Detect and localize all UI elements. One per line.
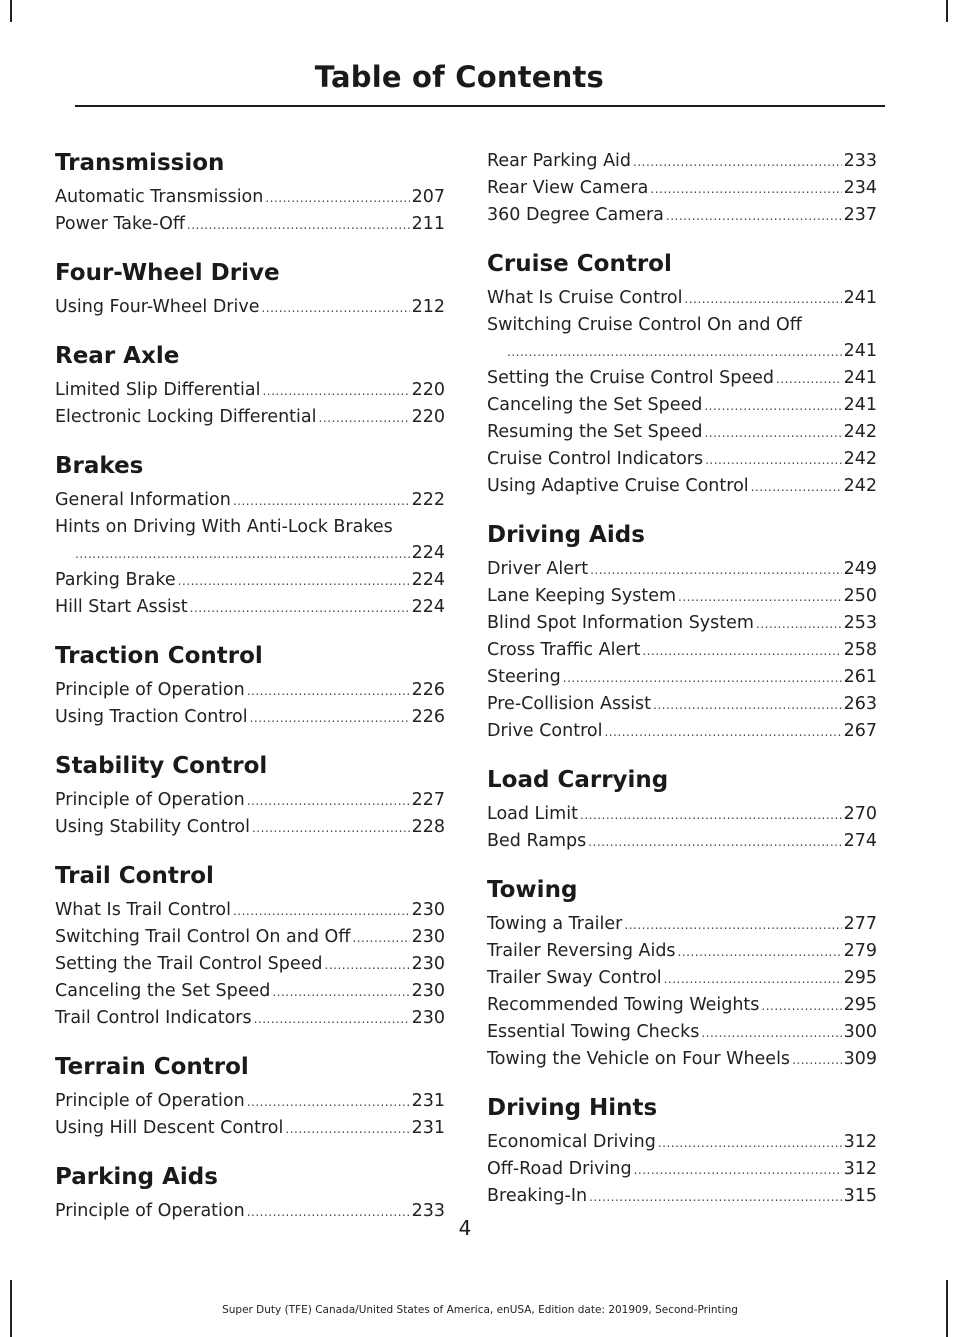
toc-entry[interactable] [55, 487, 445, 514]
toc-entry-label: Resuming the Set Speed [487, 422, 703, 442]
toc-entry-label: 360 Degree Camera [487, 205, 664, 225]
toc-section [55, 1052, 445, 1142]
toc-entry-label: Hill Start Assist [55, 597, 188, 617]
page-number: 4 [458, 1216, 472, 1240]
toc-entry-page: 295 [843, 995, 877, 1015]
toc-entry-label: Towing the Vehicle on Four Wheels [487, 1049, 791, 1069]
toc-entry-label: Electronic Locking Differential [55, 407, 317, 427]
toc-entry-label: Switching Cruise Control On and Off [487, 315, 802, 335]
toc-entry[interactable] [487, 583, 877, 610]
toc-entry-label: Cross Traffic Alert [487, 640, 641, 660]
section-heading: Terrain Control [55, 1054, 249, 1080]
toc-section [487, 249, 877, 500]
dot-leader [756, 610, 842, 637]
toc-entry-label: Trail Control Indicators [55, 1008, 252, 1028]
toc-entry-page: 224 [411, 570, 445, 590]
toc-entry-page: 230 [411, 954, 445, 974]
section-heading: Driving Hints [487, 1095, 658, 1121]
footer-edition-info: Super Duty (TFE) Canada/United States of America, enUSA, Edition date: 201909, Second-Printing [222, 1304, 738, 1316]
toc-entry-label: Principle of Operation [55, 680, 245, 700]
toc-entry-label: Canceling the Set Speed [55, 981, 271, 1001]
dot-leader [678, 938, 842, 965]
toc-entry[interactable] [55, 294, 445, 321]
toc-entry-label: Using Hill Descent Control [55, 1118, 284, 1138]
toc-section [55, 341, 445, 431]
toc-entry[interactable] [487, 691, 877, 718]
toc-entry-label: Economical Driving [487, 1132, 656, 1152]
section-heading: Brakes [55, 453, 144, 479]
dot-leader [252, 814, 410, 841]
toc-entry-page: 315 [843, 1186, 877, 1206]
section-heading: Transmission [55, 150, 225, 176]
toc-entry[interactable] [487, 419, 877, 446]
dot-leader [233, 487, 410, 514]
toc-entry-label: Limited Slip Differential [55, 380, 261, 400]
toc-entry-label: Bed Ramps [487, 831, 587, 851]
dot-leader [776, 365, 842, 392]
toc-entry-page: 241 [843, 368, 877, 388]
toc-entry[interactable] [55, 978, 445, 1005]
toc-entry[interactable] [55, 514, 445, 567]
dot-leader [75, 540, 410, 567]
section-heading: Load Carrying [487, 767, 669, 793]
dot-leader [272, 978, 409, 1005]
dot-leader [580, 801, 842, 828]
toc-entry-page: 241 [843, 395, 877, 415]
toc-entry-label: Setting the Trail Control Speed [55, 954, 323, 974]
section-heading: Traction Control [55, 643, 263, 669]
dot-leader [589, 1183, 842, 1210]
toc-entry-label: Principle of Operation [55, 1201, 245, 1221]
toc-entry-label: Blind Spot Information System [487, 613, 754, 633]
toc-entry[interactable] [487, 312, 877, 365]
toc-entry[interactable] [487, 365, 877, 392]
toc-entry[interactable] [55, 677, 445, 704]
dot-leader [190, 594, 410, 621]
toc-section [487, 148, 877, 229]
dot-leader [666, 202, 842, 229]
section-heading: Towing [487, 877, 578, 903]
toc-entry-page: 212 [411, 297, 445, 317]
dot-leader [590, 556, 842, 583]
page-title: Table of Contents [314, 60, 604, 94]
toc-entry[interactable] [487, 202, 877, 229]
toc-entry-page: 270 [843, 804, 877, 824]
toc-entry[interactable] [487, 285, 877, 312]
toc-entry[interactable] [487, 556, 877, 583]
dot-leader [507, 338, 842, 365]
toc-entry-page: 300 [843, 1022, 877, 1042]
dot-leader [187, 211, 410, 238]
toc-entry[interactable] [487, 938, 877, 965]
toc-section [487, 520, 877, 745]
toc-entry-label: Hints on Driving With Anti-Lock Brakes [55, 517, 393, 537]
dot-leader [250, 704, 410, 731]
toc-entry-page: 242 [843, 449, 877, 469]
toc-entry-label: Essential Towing Checks [487, 1022, 700, 1042]
toc-entry-page: 279 [843, 941, 877, 961]
toc-entry-page: 231 [411, 1091, 445, 1111]
toc-entry-label: Using Stability Control [55, 817, 250, 837]
section-heading: Four-Wheel Drive [55, 260, 280, 286]
toc-entry-page: 274 [843, 831, 877, 851]
toc-entry-label: Setting the Cruise Control Speed [487, 368, 774, 388]
toc-entry-page: 261 [843, 667, 877, 687]
toc-entry-label: Off-Road Driving [487, 1159, 632, 1179]
toc-entry[interactable] [487, 637, 877, 664]
dot-leader [684, 285, 841, 312]
toc-entry-label: Principle of Operation [55, 1091, 245, 1111]
dot-leader [664, 965, 842, 992]
dot-leader [642, 637, 841, 664]
toc-entry[interactable] [487, 392, 877, 419]
dot-leader [633, 148, 842, 175]
dot-leader [254, 1005, 410, 1032]
toc-entry-page: 258 [843, 640, 877, 660]
toc-entry-page: 312 [843, 1159, 877, 1179]
toc-section [55, 641, 445, 731]
dot-leader [624, 911, 841, 938]
toc-entry-page: 220 [411, 380, 445, 400]
dot-leader [792, 1046, 842, 1073]
toc-entry-label: Pre-Collision Assist [487, 694, 652, 714]
toc-entry[interactable] [487, 718, 877, 745]
toc-entry-page: 224 [411, 597, 445, 617]
toc-entry-label: Automatic Transmission [55, 187, 264, 207]
toc-entry[interactable] [487, 664, 877, 691]
dot-leader [751, 473, 842, 500]
dot-leader [563, 664, 842, 691]
toc-entry-page: 233 [843, 151, 877, 171]
toc-entry-page: 263 [843, 694, 877, 714]
crop-mark-top-right [946, 0, 948, 22]
toc-entry-label: Cruise Control Indicators [487, 449, 704, 469]
toc-entry[interactable] [55, 704, 445, 731]
toc-entry-page: 222 [411, 490, 445, 510]
toc-entry[interactable] [487, 992, 877, 1019]
toc-entry[interactable] [55, 1115, 445, 1142]
toc-entry[interactable] [55, 211, 445, 238]
toc-entry[interactable] [487, 1183, 877, 1210]
toc-entry-label: Using Four-Wheel Drive [55, 297, 260, 317]
section-heading: Stability Control [55, 753, 268, 779]
dot-leader [233, 897, 410, 924]
dot-leader [704, 392, 841, 419]
toc-entry-label: Trailer Reversing Aids [487, 941, 676, 961]
toc-entry-label: Principle of Operation [55, 790, 245, 810]
toc-entry[interactable] [487, 446, 877, 473]
toc-entry[interactable] [487, 828, 877, 855]
toc-entry-page: 242 [843, 422, 877, 442]
toc-entry-label: Steering [487, 667, 561, 687]
crop-mark-top-left [10, 0, 12, 22]
dot-leader [285, 1115, 409, 1142]
section-heading: Parking Aids [55, 1164, 218, 1190]
toc-entry-page: 234 [843, 178, 877, 198]
toc-entry[interactable] [487, 911, 877, 938]
toc-entry-label: Drive Control [487, 721, 603, 741]
toc-entry-page: 230 [411, 1008, 445, 1028]
toc-entry-label: Using Adaptive Cruise Control [487, 476, 749, 496]
toc-entry[interactable] [487, 1156, 877, 1183]
toc-entry-label: Rear Parking Aid [487, 151, 632, 171]
toc-entry-label: General Information [55, 490, 231, 510]
toc-section [55, 148, 445, 238]
toc-entry[interactable] [55, 814, 445, 841]
dot-leader [262, 377, 409, 404]
header-divider [75, 105, 885, 107]
toc-right-column [487, 148, 877, 1230]
toc-entry-label: Breaking-In [487, 1186, 588, 1206]
dot-leader [319, 404, 410, 431]
toc-entry-page: 233 [411, 1201, 445, 1221]
dot-leader [761, 992, 841, 1019]
toc-entry-page: 242 [843, 476, 877, 496]
toc-entry-page: 207 [411, 187, 445, 207]
toc-entry-label: What Is Cruise Control [487, 288, 683, 308]
toc-section [487, 765, 877, 855]
toc-entry-page: 226 [411, 680, 445, 700]
section-heading: Driving Aids [487, 522, 645, 548]
toc-entry-page: 228 [411, 817, 445, 837]
toc-entry[interactable] [55, 951, 445, 978]
toc-entry[interactable] [487, 1129, 877, 1156]
toc-entry-page: 241 [843, 288, 877, 308]
toc-entry[interactable] [55, 1005, 445, 1032]
toc-entry-page: 250 [843, 586, 877, 606]
toc-entry-page: 220 [411, 407, 445, 427]
toc-entry-label: Load Limit [487, 804, 578, 824]
dot-leader [658, 1129, 842, 1156]
toc-entry[interactable] [55, 897, 445, 924]
toc-entry[interactable] [487, 610, 877, 637]
toc-entry[interactable] [487, 1046, 877, 1073]
toc-entry-label: Recommended Towing Weights [487, 995, 760, 1015]
toc-entry[interactable] [55, 594, 445, 621]
toc-entry-label: Power Take-Off [55, 214, 185, 234]
dot-leader [650, 175, 841, 202]
toc-entry-label: What Is Trail Control [55, 900, 231, 920]
dot-leader [704, 419, 841, 446]
dot-leader [588, 828, 841, 855]
toc-entry-page: 230 [411, 900, 445, 920]
toc-entry-page: 253 [843, 613, 877, 633]
toc-section [487, 1093, 877, 1210]
toc-entry-page: 230 [411, 981, 445, 1001]
toc-entry[interactable] [55, 184, 445, 211]
section-heading: Cruise Control [487, 251, 672, 277]
toc-entry-page: 309 [843, 1049, 877, 1069]
toc-entry[interactable] [487, 965, 877, 992]
dot-leader [678, 583, 842, 610]
section-heading: Trail Control [55, 863, 214, 889]
toc-entry-page: 295 [843, 968, 877, 988]
dot-leader [604, 718, 841, 745]
toc-entry-label: Switching Trail Control On and Off [55, 927, 351, 947]
toc-entry-label: Driver Alert [487, 559, 589, 579]
toc-entry[interactable] [55, 924, 445, 951]
dot-leader [247, 677, 410, 704]
dot-leader [261, 294, 409, 321]
toc-entry-page: 224 [411, 543, 445, 563]
toc-left-column [55, 148, 445, 1245]
toc-entry-page: 267 [843, 721, 877, 741]
toc-entry-page: 211 [411, 214, 445, 234]
dot-leader [705, 446, 842, 473]
toc-entry-page: 277 [843, 914, 877, 934]
toc-section [487, 875, 877, 1073]
toc-entry[interactable] [55, 1088, 445, 1115]
dot-leader [265, 184, 409, 211]
toc-entry-label: Rear View Camera [487, 178, 649, 198]
toc-entry[interactable] [487, 801, 877, 828]
toc-section [55, 751, 445, 841]
dot-leader [352, 924, 409, 951]
toc-section [55, 861, 445, 1032]
toc-entry-page: 237 [843, 205, 877, 225]
toc-entry[interactable] [55, 567, 445, 594]
section-heading: Rear Axle [55, 343, 180, 369]
toc-entry[interactable] [487, 148, 877, 175]
toc-entry[interactable] [487, 473, 877, 500]
toc-entry-label: Towing a Trailer [487, 914, 623, 934]
toc-entry-page: 241 [843, 341, 877, 361]
dot-leader [634, 1156, 842, 1183]
toc-entry-page: 227 [411, 790, 445, 810]
dot-leader [247, 787, 410, 814]
dot-leader [325, 951, 410, 978]
toc-entry-page: 231 [411, 1118, 445, 1138]
toc-entry-page: 230 [411, 927, 445, 947]
toc-entry-page: 312 [843, 1132, 877, 1152]
toc-entry-page: 226 [411, 707, 445, 727]
toc-entry-page: 249 [843, 559, 877, 579]
toc-entry-label: Canceling the Set Speed [487, 395, 703, 415]
toc-entry-label: Trailer Sway Control [487, 968, 662, 988]
toc-entry[interactable] [55, 377, 445, 404]
toc-entry-label: Using Traction Control [55, 707, 248, 727]
toc-entry[interactable] [55, 404, 445, 431]
dot-leader [701, 1019, 841, 1046]
dot-leader [653, 691, 842, 718]
toc-entry[interactable] [487, 1019, 877, 1046]
dot-leader [247, 1088, 410, 1115]
toc-section [55, 258, 445, 321]
toc-entry[interactable] [55, 787, 445, 814]
toc-entry-label: Lane Keeping System [487, 586, 677, 606]
toc-entry[interactable] [487, 175, 877, 202]
dot-leader [178, 567, 410, 594]
toc-section [55, 451, 445, 621]
toc-entry-label: Parking Brake [55, 570, 176, 590]
